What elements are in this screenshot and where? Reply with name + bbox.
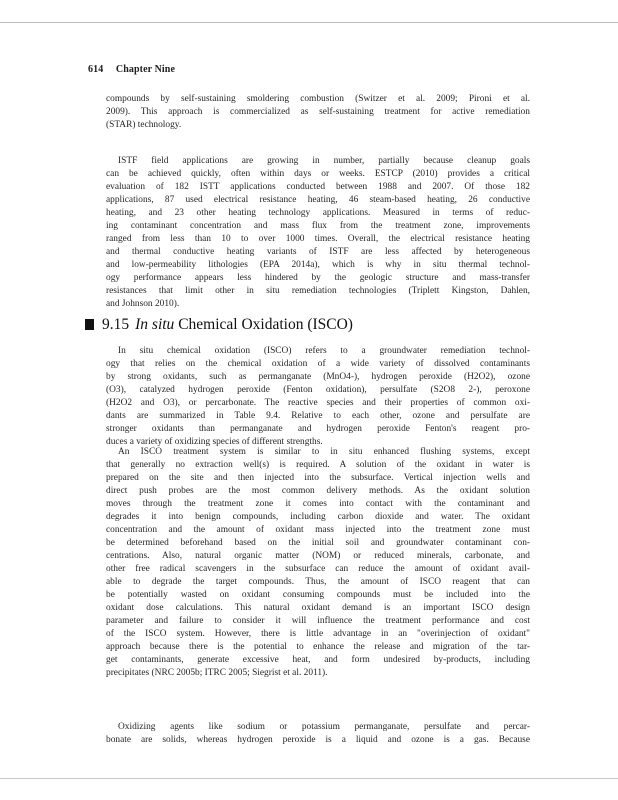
text-line: be potentially wasted on oxidant consuming compounds must be included into the — [106, 590, 530, 600]
page-number: 614 — [88, 64, 104, 75]
paragraph-isco-agents — [106, 721, 530, 747]
text-line: able to degrade the target compounds. Thus, the amount of ISCO reagent that can — [106, 577, 530, 587]
text-line: oxidant dose calculations. This natural oxidant demand is an important ISCO design — [106, 603, 530, 613]
text-line: other free radical scavengers in the subsurface can reduce the amount of oxidant avail- — [106, 564, 530, 574]
text-line: duces a variety of oxidizing species of different strengths. — [106, 437, 323, 447]
text-line: ISTF field applications are growing in number, partially because cleanup goals — [118, 156, 530, 166]
text-line: ogy performance appears less hindered by the geologic structure and mass-transfer — [106, 273, 530, 283]
text-line: of the ISCO system. However, there is little advantage in an "overinjection of oxidant" — [106, 629, 530, 639]
text-line: stronger oxidants than permanganate and hydrogen peroxide Fenton's reagent pro- — [106, 424, 530, 434]
text-line: precipitates (NRC 2005b; ITRC 2005; Siegrist et al. 2011). — [106, 668, 328, 678]
text-line: In situ chemical oxidation (ISCO) refers to a groundwater remediation technol- — [118, 346, 530, 356]
text-line: direct push probes are the most common delivery methods. As the oxidant solution — [106, 486, 530, 496]
text-line: be determined beforehand based on the initial soil and groundwater contaminant con- — [106, 538, 530, 548]
text-line: applications, 87 used electrical resistance heating, 46 steam-based heating, 26 conductive — [106, 195, 530, 205]
text-line: dants are summarized in Table 9.4. Relative to each other, ozone and persulfate are — [106, 411, 530, 421]
paragraph-isco-intro — [106, 345, 530, 449]
text-line: heating, and 23 other heating technology applications. Measured in terms of reduc- — [106, 208, 530, 218]
section-title — [135, 316, 353, 333]
text-line: that generally no extraction well(s) is required. A solution of the oxidant in water is — [106, 460, 530, 470]
section-heading — [85, 316, 353, 334]
text-line: ing contaminant concentration and mass flux from the treatment zone, improvements — [106, 221, 530, 231]
text-line: get contaminants, generate excessive heat, and form undesired by-products, including — [106, 655, 530, 665]
text-line: centrations. Also, natural organic matter (NOM) or reduced minerals, carbonate, and — [106, 551, 530, 561]
text-line: degrades it into benign compounds, including carbon dioxide and water. The oxidant — [106, 512, 530, 522]
bottom-rule — [0, 778, 618, 779]
paragraph-continued — [106, 93, 530, 132]
section-title-italic: In situ — [135, 316, 175, 333]
paragraph-istf — [106, 155, 530, 311]
text-line: prepared on the site and then injected into the subsurface. Vertical injection wells and — [106, 473, 530, 483]
text-line: can be achieved quickly, often within days or weeks. ESTCP (2010) provides a critical — [106, 169, 530, 179]
text-line: by strong oxidants, such as permanganate (MnO4-), hydrogen peroxide (H2O2), ozone — [106, 372, 530, 382]
text-line: ranged from less than 10 to over 1000 times. Overall, the electrical resistance heating — [106, 234, 530, 244]
section-marker-icon — [85, 319, 94, 330]
paragraph-isco-system — [106, 446, 530, 680]
text-line: parameter and failure to consider it will influence the treatment performance and cost — [106, 616, 530, 626]
text-line: moves through the treatment zone it comes into contact with the contaminant and — [106, 499, 530, 509]
text-line: An ISCO treatment system is similar to in situ enhanced flushing systems, except — [118, 447, 530, 457]
text-line: approach because there is the potential to enhance the release and migration of the tar- — [106, 642, 530, 652]
chapter-title: Chapter Nine — [115, 64, 175, 75]
text-line: evaluation of 182 ISTT applications conducted between 1988 and 2007. Of those 182 — [106, 182, 530, 192]
text-line: compounds by self-sustaining smoldering combustion (Switzer et al. 2009; Pironi et al. — [106, 94, 530, 104]
text-line: concentration and the amount of oxidant mass injected into the treatment zone must — [106, 525, 530, 535]
section-title-rest: Chemical Oxidation (ISCO) — [174, 316, 353, 333]
running-head — [88, 64, 175, 75]
text-line: (STAR) technology. — [106, 120, 182, 130]
text-line: (O3), catalyzed hydrogen peroxide (Fenton oxidation), persulfate (S2O8 2-), peroxone — [106, 385, 530, 395]
text-line: bonate are solids, whereas hydrogen peroxide is a liquid and ozone is a gas. Because — [106, 735, 530, 745]
text-line: resistances that limit other in situ remediation technologies (Triplett Kingston, Dahlen, — [106, 286, 530, 296]
text-line: Oxidizing agents like sodium or potassium permanganate, persulfate and percar- — [118, 722, 530, 732]
text-line: 2009). This approach is commercialized as self-sustaining treatment for active remediation — [106, 107, 530, 117]
top-rule — [0, 22, 618, 23]
section-number: 9.15 — [102, 316, 130, 333]
text-line: ogy that relies on the chemical oxidation of a wide variety of dissolved contaminants — [106, 359, 530, 369]
text-line: and thermal conductive heating variants of ISTF are less affected by heterogeneous — [106, 247, 530, 257]
text-line: (H2O2 and O3), or percarbonate. The reactive species and their properties of common oxi- — [106, 398, 530, 408]
text-line: and low-permeability lithologies (EPA 2014a), which is why in situ thermal technol- — [106, 260, 530, 270]
text-line: and Johnson 2010). — [106, 299, 180, 309]
